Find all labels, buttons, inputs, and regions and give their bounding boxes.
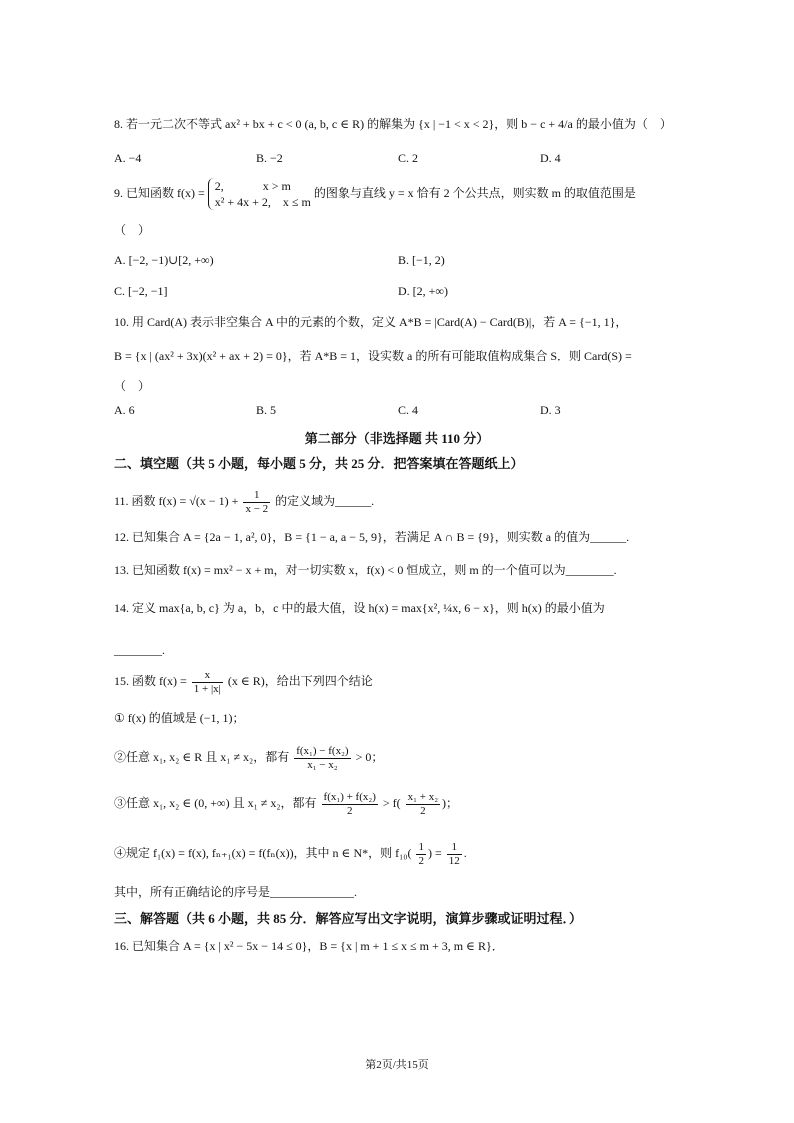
q11-prefix: 11. 函数 f(x) = √(x − 1) +: [114, 494, 239, 508]
page-number: 第2页/共15页: [365, 1059, 429, 1071]
q10-option-d: D. 3: [540, 403, 561, 417]
q15-c4-fraction: [416, 841, 426, 868]
q9-case-1: 2, x > m: [214, 179, 291, 194]
q15-c4-denominator-2: 12: [448, 854, 460, 867]
question-15-stem: [114, 664, 373, 698]
q10-option-c: C. 4: [398, 403, 419, 417]
q15-c2-prefix: ②任意 x₁, x₂ ∈ R 且 x₁ ≠ x₂，都有: [114, 750, 290, 764]
q15-c3-prefix: ③任意 x₁, x₂ ∈ (0, +∞) 且 x₁ ≠ x₂，都有: [114, 796, 317, 810]
q15-c3-suffix: ；: [446, 796, 459, 810]
q15-c3-numerator: f(x₁) + f(x₂): [323, 790, 376, 803]
q11-suffix: 的定义域为______.: [275, 494, 375, 508]
q15-c2-suffix: > 0；: [355, 750, 384, 764]
q15-conclusion-2: [114, 740, 383, 774]
q8-option-a: A. −4: [114, 151, 142, 165]
section-3-heading: 三、解答题（共 6 小题，共 85 分．解答应写出文字说明，演算步骤或证明过程．）: [114, 911, 583, 926]
q15-suffix: (x ∈ R)，给出下列四个结论: [227, 674, 373, 688]
q9-piecewise: [208, 178, 311, 210]
question-14-line-2: ________.: [114, 643, 165, 657]
q9-case-2: x² + 4x + 2, x ≤ m: [214, 195, 311, 210]
q8-option-d: D. 4: [540, 151, 561, 165]
q15-c4-equals: =: [434, 846, 442, 860]
q9-option-c: C. [−2, −1]: [114, 284, 168, 298]
question-11: [114, 486, 374, 516]
q11-fraction: [243, 489, 270, 516]
q15-c3-mid: > f: [382, 796, 397, 810]
q9-option-a: A. [−2, −1)∪[2, +∞): [114, 253, 214, 267]
part-2-title: 第二部分（非选择题 共 110 分）: [304, 431, 490, 446]
q9-paren: （ ）: [114, 223, 151, 237]
question-13: 13. 已知函数 f(x) = mx² − x + m，对一切实数 x，f(x) < 0 恒成立，则 m 的一个值可以为________.: [114, 563, 617, 577]
q15-c3-denominator: 2: [346, 804, 353, 817]
q15-c4-numerator-2: 1: [447, 841, 462, 855]
q15-numerator: x: [192, 669, 223, 683]
q15-c3-numerator-2: x₁ + x₂: [407, 790, 439, 803]
question-10-line-2: B = {x | (ax² + 3x)(x² + ax + 2) = 0}，若 A*B = 1，设实数 a 的所有可能取值构成集合 S．则 Card(S) =: [114, 349, 632, 363]
q15-c3-fraction-2: [406, 791, 440, 818]
question-16: 16. 已知集合 A = {x | x² − 5x − 14 ≤ 0}，B = {x | m + 1 ≤ x ≤ m + 3, m ∈ R}．: [114, 939, 504, 953]
q15-c2-numerator: f(x₁) − f(x₂): [296, 744, 349, 757]
q15-c3-denominator-2: 2: [420, 804, 426, 817]
q15-c4-denominator: 2: [418, 854, 424, 867]
q10-option-b: B. 5: [256, 403, 277, 417]
q9-prefix: 9. 已知函数 f(x) =: [114, 186, 205, 200]
q8-option-b: B. −2: [256, 151, 283, 165]
q11-numerator: 1: [243, 489, 270, 503]
q15-denominator: 1 + |x|: [193, 682, 221, 695]
q15-c3-fraction: [322, 791, 378, 818]
q15-prefix: 15. 函数 f(x) =: [114, 674, 187, 688]
question-14-line-1: 14. 定义 max{a, b, c} 为 a，b，c 中的最大值，设 h(x) = max{x², ¼x, 6 − x}，则 h(x) 的最小值为: [114, 601, 605, 615]
question-10-line-1: 10. 用 Card(A) 表示非空集合 A 中的元素的个数，定义 A*B = |Card(A) − Card(B)|，若 A = {−1, 1}，: [114, 315, 628, 329]
q9-suffix: 的图象与直线 y = x 恰有 2 个公共点，则实数 m 的取值范围是: [313, 186, 636, 200]
q15-fraction: [192, 669, 223, 696]
q9-option-d: D. [2, +∞): [398, 284, 448, 298]
q15-c2-fraction: [294, 745, 350, 772]
q15-c4-numerator: 1: [418, 840, 424, 853]
q15-conclusion-4: ④规定 f₁(x) = f(x), fₙ₊₁(x) = f(fₙ(x))，其中 n ∈ N*，则 f₁₀( $\frac{1}{2}$ ) = $\frac{1}{12}$ .: [114, 840, 467, 867]
q9-option-b: B. [−1, 2): [398, 253, 445, 267]
question-9-stem: [114, 174, 636, 212]
question-8-stem: 8. 若一元二次不等式 ax² + bx + c < 0 (a, b, c ∈ R) 的解集为 {x | −1 < x < 2}，则 b − c + 4/a 的最小值为（ ）: [114, 117, 672, 131]
q15-c2-denominator: x₁ − x₂: [307, 758, 338, 771]
q15-c4-suffix: .: [463, 846, 467, 860]
q11-denominator: x − 2: [245, 502, 269, 515]
question-12: 12. 已知集合 A = {2a − 1, a², 0}，B = {1 − a, a − 5, 9}，若满足 A ∩ B = {9}，则实数 a 的值为______.: [114, 530, 630, 544]
section-2-heading: 二、填空题（共 5 小题，每小题 5 分，共 25 分．把答案填在答题纸上）: [114, 456, 524, 471]
q10-paren: （ ）: [114, 379, 151, 393]
q15-conclusion-1: ① f(x) 的值域是 (−1, 1)；: [114, 711, 245, 725]
q10-option-a: A. 6: [114, 403, 135, 417]
q15-closing: 其中，所有正确结论的序号是______________.: [114, 885, 358, 899]
q15-conclusion-3: ③任意 x₁, x₂ ∈ (0, +∞) 且 x₁ ≠ x₂，都有 $\frac{\text{f(x₁) + f(x₂)}}{2}$ > f( $\frac{\text{x₁ + x₂}}{2}$ )；: [114, 790, 459, 817]
q15-c4-fraction-2: [447, 841, 462, 868]
q15-c4-prefix: ④规定 f₁(x) = f(x), fₙ₊₁(x) = f(fₙ(x))，其中 n ∈ N*，则 f₁₀: [114, 846, 408, 860]
q8-option-c: C. 2: [398, 151, 419, 165]
